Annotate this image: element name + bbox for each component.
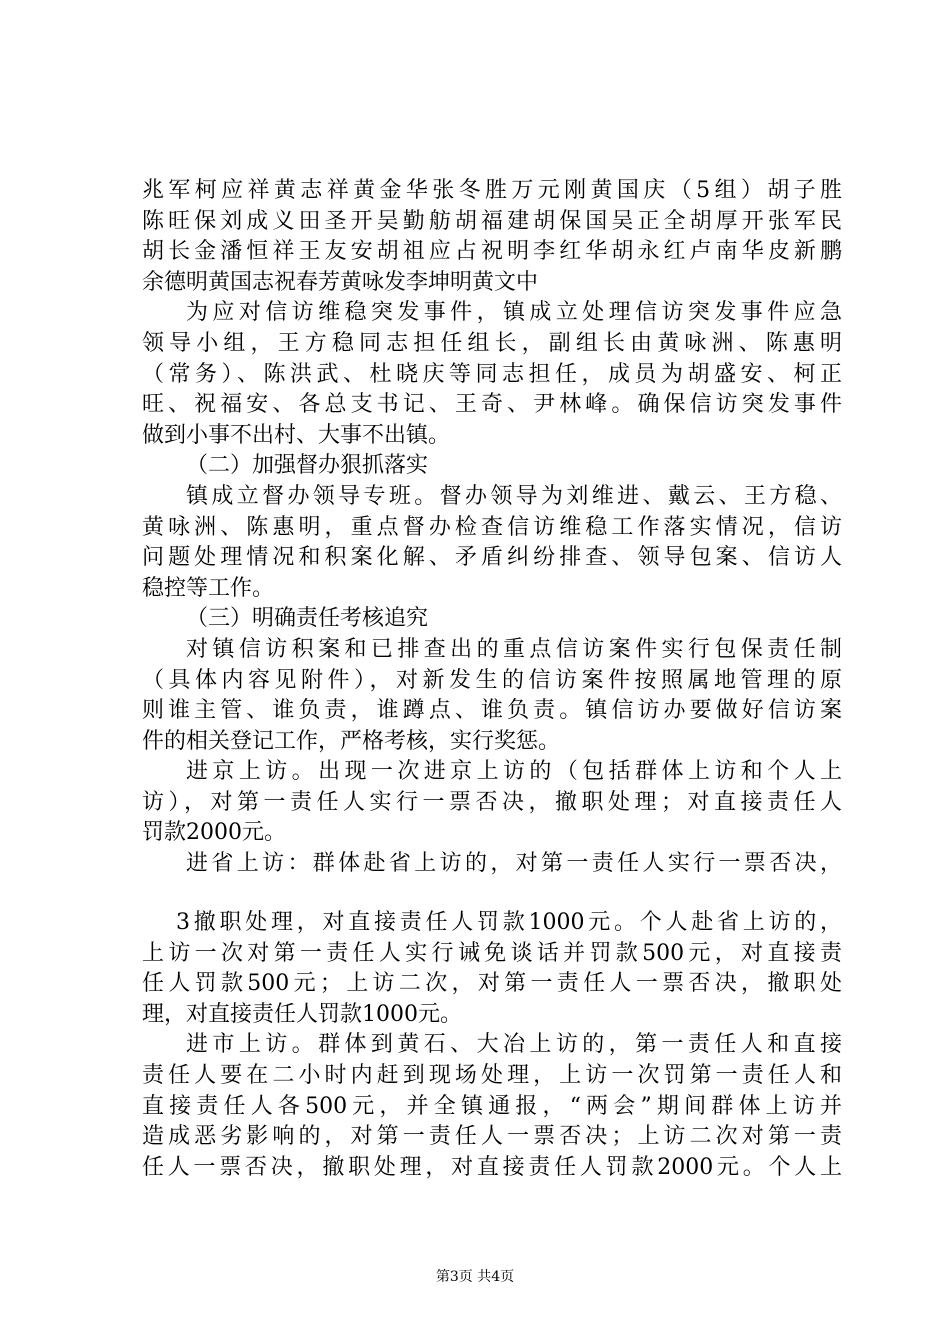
page-footer: 第3页 共4页 bbox=[435, 1269, 515, 1285]
text-line: （常务）、陈洪武、杜晓庆等同志担任，成员为胡盛安、柯正 bbox=[142, 361, 842, 387]
paragraph-first-line: 为应对信访维稳突发事件，镇成立处理信访突发事件应急 bbox=[186, 300, 842, 326]
text-line: 余德明黄国志祝春芳黄咏发李坤明黄文中 bbox=[142, 269, 539, 295]
paragraph-first-line: 镇成立督办领导专班。督办领导为刘维进、戴云、王方稳、 bbox=[186, 483, 842, 509]
text-line: 责任人要在二小时内赶到现场处理，上访一次罚第一责任人和 bbox=[142, 1062, 842, 1088]
text-line: 问题处理情况和积案化解、矛盾纠纷排查、领导包案、信访人 bbox=[142, 545, 842, 571]
text-line: 领导小组，王方稳同志担任组长，副组长由黄咏洲、陈惠明 bbox=[142, 330, 842, 356]
document-body-top bbox=[142, 176, 842, 880]
text-line: 稳控等工作。 bbox=[142, 575, 275, 601]
paragraph-first-line: 3撤职处理，对直接责任人罚款1000元。个人赴省上访的， bbox=[176, 910, 842, 935]
text-line: 直接责任人各500元，并全镇通报，“两会”期间群体上访并 bbox=[142, 1093, 842, 1119]
text-line: 做到小事不出村、大事不出镇。 bbox=[142, 422, 451, 448]
text-line: 罚款2000元。 bbox=[142, 820, 286, 846]
text-line: 任人一票否决，撤职处理，对直接责任人罚款2000元。个人上 bbox=[142, 1154, 842, 1180]
section-heading: （二）加强督办狠抓落实 bbox=[186, 453, 429, 479]
text-line: 胡长金潘恒祥王友安胡祖应占祝明李红华胡永红卢南华皮新鹏 bbox=[142, 239, 842, 265]
text-line: 件的相关登记工作，严格考核，实行奖惩。 bbox=[142, 728, 561, 754]
section-heading: （三）明确责任考核追究 bbox=[186, 606, 429, 632]
text-line: 访），对第一责任人实行一票否决，撤职处理；对直接责任人 bbox=[142, 789, 842, 815]
text-line: 造成恶劣影响的，对第一责任人一票否决；上访二次对第一责 bbox=[142, 1124, 842, 1150]
text-line: 兆军柯应祥黄志祥黄金华张冬胜万元刚黄国庆（5组）胡子胜 bbox=[142, 178, 842, 203]
paragraph-first-line: 进市上访。群体到黄石、大冶上访的，第一责任人和直接 bbox=[186, 1032, 842, 1058]
text-line: 则谁主管、谁负责，谁蹲点、谁负责。镇信访办要做好信访案 bbox=[142, 698, 842, 724]
text-line: 黄咏洲、陈惠明，重点督办检查信访维稳工作落实情况，信访 bbox=[142, 514, 842, 540]
text-line: 理，对直接责任人罚款1000元。 bbox=[142, 1001, 462, 1027]
text-line: 陈旺保刘成义田圣开吴勤舫胡福建胡保国吴正全胡厚开张军民 bbox=[142, 208, 842, 234]
text-line: 上访一次对第一责任人实行诫免谈话并罚款500元，对直接责 bbox=[142, 940, 842, 966]
paragraph-first-line: 进京上访。出现一次进京上访的（包括群体上访和个人上 bbox=[186, 759, 842, 785]
paragraph-first-line: 进省上访：群体赴省上访的，对第一责任人实行一票否决， bbox=[186, 851, 842, 877]
document-body-bottom bbox=[142, 908, 842, 1183]
text-line: 旺、祝福安、各总支书记、王奇、尹林峰。确保信访突发事件 bbox=[142, 392, 842, 418]
text-line: 任人罚款500元；上访二次，对第一责任人一票否决，撤职处 bbox=[142, 971, 842, 997]
text-line: （具体内容见附件），对新发生的信访案件按照属地管理的原 bbox=[142, 667, 842, 693]
paragraph-first-line: 对镇信访积案和已排查出的重点信访案件实行包保责任制 bbox=[186, 636, 842, 662]
